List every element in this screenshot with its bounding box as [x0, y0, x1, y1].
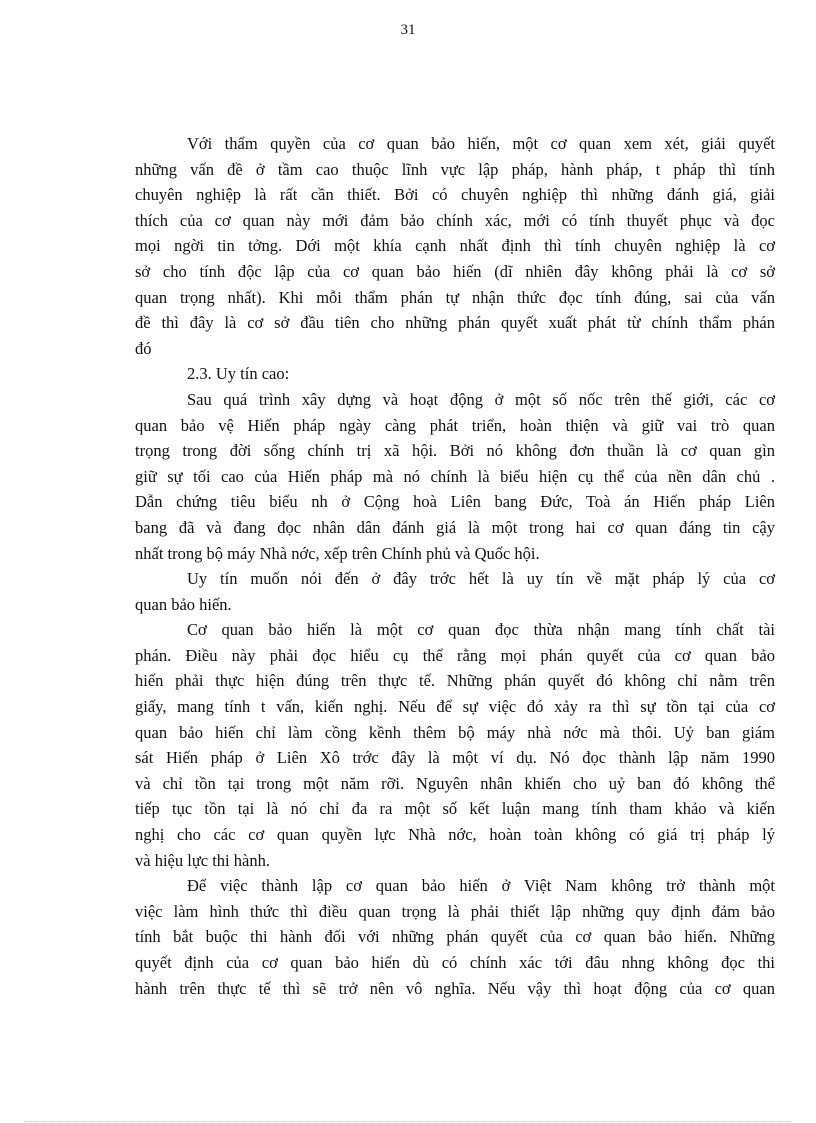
text-line: đề thì đây là cơ sở đầu tiên cho những phán quyết xuất phát từ chính thẩm phán: [135, 313, 775, 333]
text-line: quan trọng nhất). Khi mỗi thẩm phán tự nhận thức đọc tính đúng, sai của vấn: [135, 287, 775, 307]
text-line: mọi ngời tin tởng. Dới một khía cạnh nhất định thì tính chuyên nghiệp là cơ: [135, 236, 775, 256]
text-line: chuyên nghiệp là rất cần thiết. Bởi có chuyên nghiệp thì những đánh giá, giải: [135, 185, 775, 205]
text-line: việc làm hình thức thì điều quan trọng là phải thiết lập những quy định đảm bảo: [135, 901, 775, 921]
text-line: Sau quá trình xây dựng và hoạt động ở một số nốc trên thế giới, các cơ: [187, 389, 775, 409]
text-line: đó: [135, 338, 152, 358]
text-line: nghị cho các cơ quan quyền lực Nhà nớc, hoàn toàn không có giá trị pháp lý: [135, 825, 775, 845]
text-line: Cơ quan bảo hiến là một cơ quan đọc thừa nhận mang tính chất tài: [187, 620, 775, 640]
text-line: sát Hiến pháp ở Liên Xô trớc đây là một ví dụ. Nó đọc thành lập năm 1990: [135, 748, 775, 768]
text-line: thích của cơ quan này mới đảm bảo chính xác, mới có tính thuyết phục và đọc: [135, 210, 775, 230]
page-number: 31: [400, 22, 416, 38]
text-line: quan bảo vệ Hiến pháp ngày càng phát triển, hoàn thiện và giữ vai trò quan: [135, 415, 775, 435]
document-body: [135, 131, 775, 1001]
text-line: quyết định của cơ quan bảo hiến dù có chính xác tới đâu nhng không đọc thi: [135, 953, 775, 972]
text-line: nhất trong bộ máy Nhà nớc, xếp trên Chính phủ và Quốc hội.: [135, 543, 540, 563]
text-line: và chỉ tồn tại trong một năm rỡi. Nguyên nhân khiến cho uỷ ban đó không thể: [135, 773, 775, 793]
text-line: hành trên thực tế thì sẽ trở nên vô nghĩa. Nếu vậy thì hoạt động của cơ quan: [135, 978, 775, 998]
page-bottom-border: [24, 1121, 792, 1122]
text-line: bang đã và đang đọc nhân dân đánh giá là một trong hai cơ quan đáng tin cậy: [135, 517, 775, 537]
text-line: tiếp tục tồn tại là nó chỉ đa ra một số kết luận mang tính tham khảo và kiến: [135, 799, 775, 819]
text-line: và hiệu lực thi hành.: [135, 850, 270, 870]
text-line: những vấn đề ở tầm cao thuộc lĩnh vực lập pháp, hành pháp, t pháp thì tính: [135, 159, 775, 179]
text-line: quan bảo hiến.: [135, 594, 232, 614]
text-line: Dẫn chứng tiêu biểu nh ở Cộng hoà Liên bang Đức, Toà án Hiến pháp Liên: [135, 492, 775, 512]
text-line: hiến phải thực hiện đúng trên thực tế. Những phán quyết đó không chỉ nằm trên: [135, 671, 775, 691]
text-line: Để việc thành lập cơ quan bảo hiến ở Việt Nam không trở thành một: [187, 876, 775, 896]
text-line: trọng trong đời sống chính trị xã hội. Bởi nó không đơn thuần là cơ quan gìn: [135, 441, 775, 461]
section-heading: 2.3. Uy tín cao:: [187, 364, 290, 384]
text-line: phán. Điều này phải đọc hiểu cụ thể rằng mọi phán quyết của cơ quan bảo: [135, 645, 775, 665]
text-line: Với thẩm quyền của cơ quan bảo hiến, một cơ quan xem xét, giải quyết: [187, 134, 775, 153]
text-line: quan bảo hiến chỉ làm cồng kềnh thêm bộ máy nhà nớc mà thôi. Uỷ ban giám: [135, 722, 775, 742]
text-line: giữ sự tối cao của Hiến pháp mà nó chính là biểu hiện cụ thể của nền dân chủ .: [135, 466, 775, 486]
text-line: tính bắt buộc thi hành đối với những phán quyết của cơ quan bảo hiến. Những: [135, 927, 775, 947]
text-line: giấy, mang tính t vấn, kiến nghị. Nếu để sự việc đó xảy ra thì sự tồn tại của cơ: [135, 697, 775, 717]
text-line: sở cho tính độc lập của cơ quan bảo hiến (dĩ nhiên đây không phải là cơ sở: [135, 261, 775, 281]
text-line: Uy tín muốn nói đến ở đây trớc hết là uy tín về mặt pháp lý của cơ: [187, 569, 775, 589]
